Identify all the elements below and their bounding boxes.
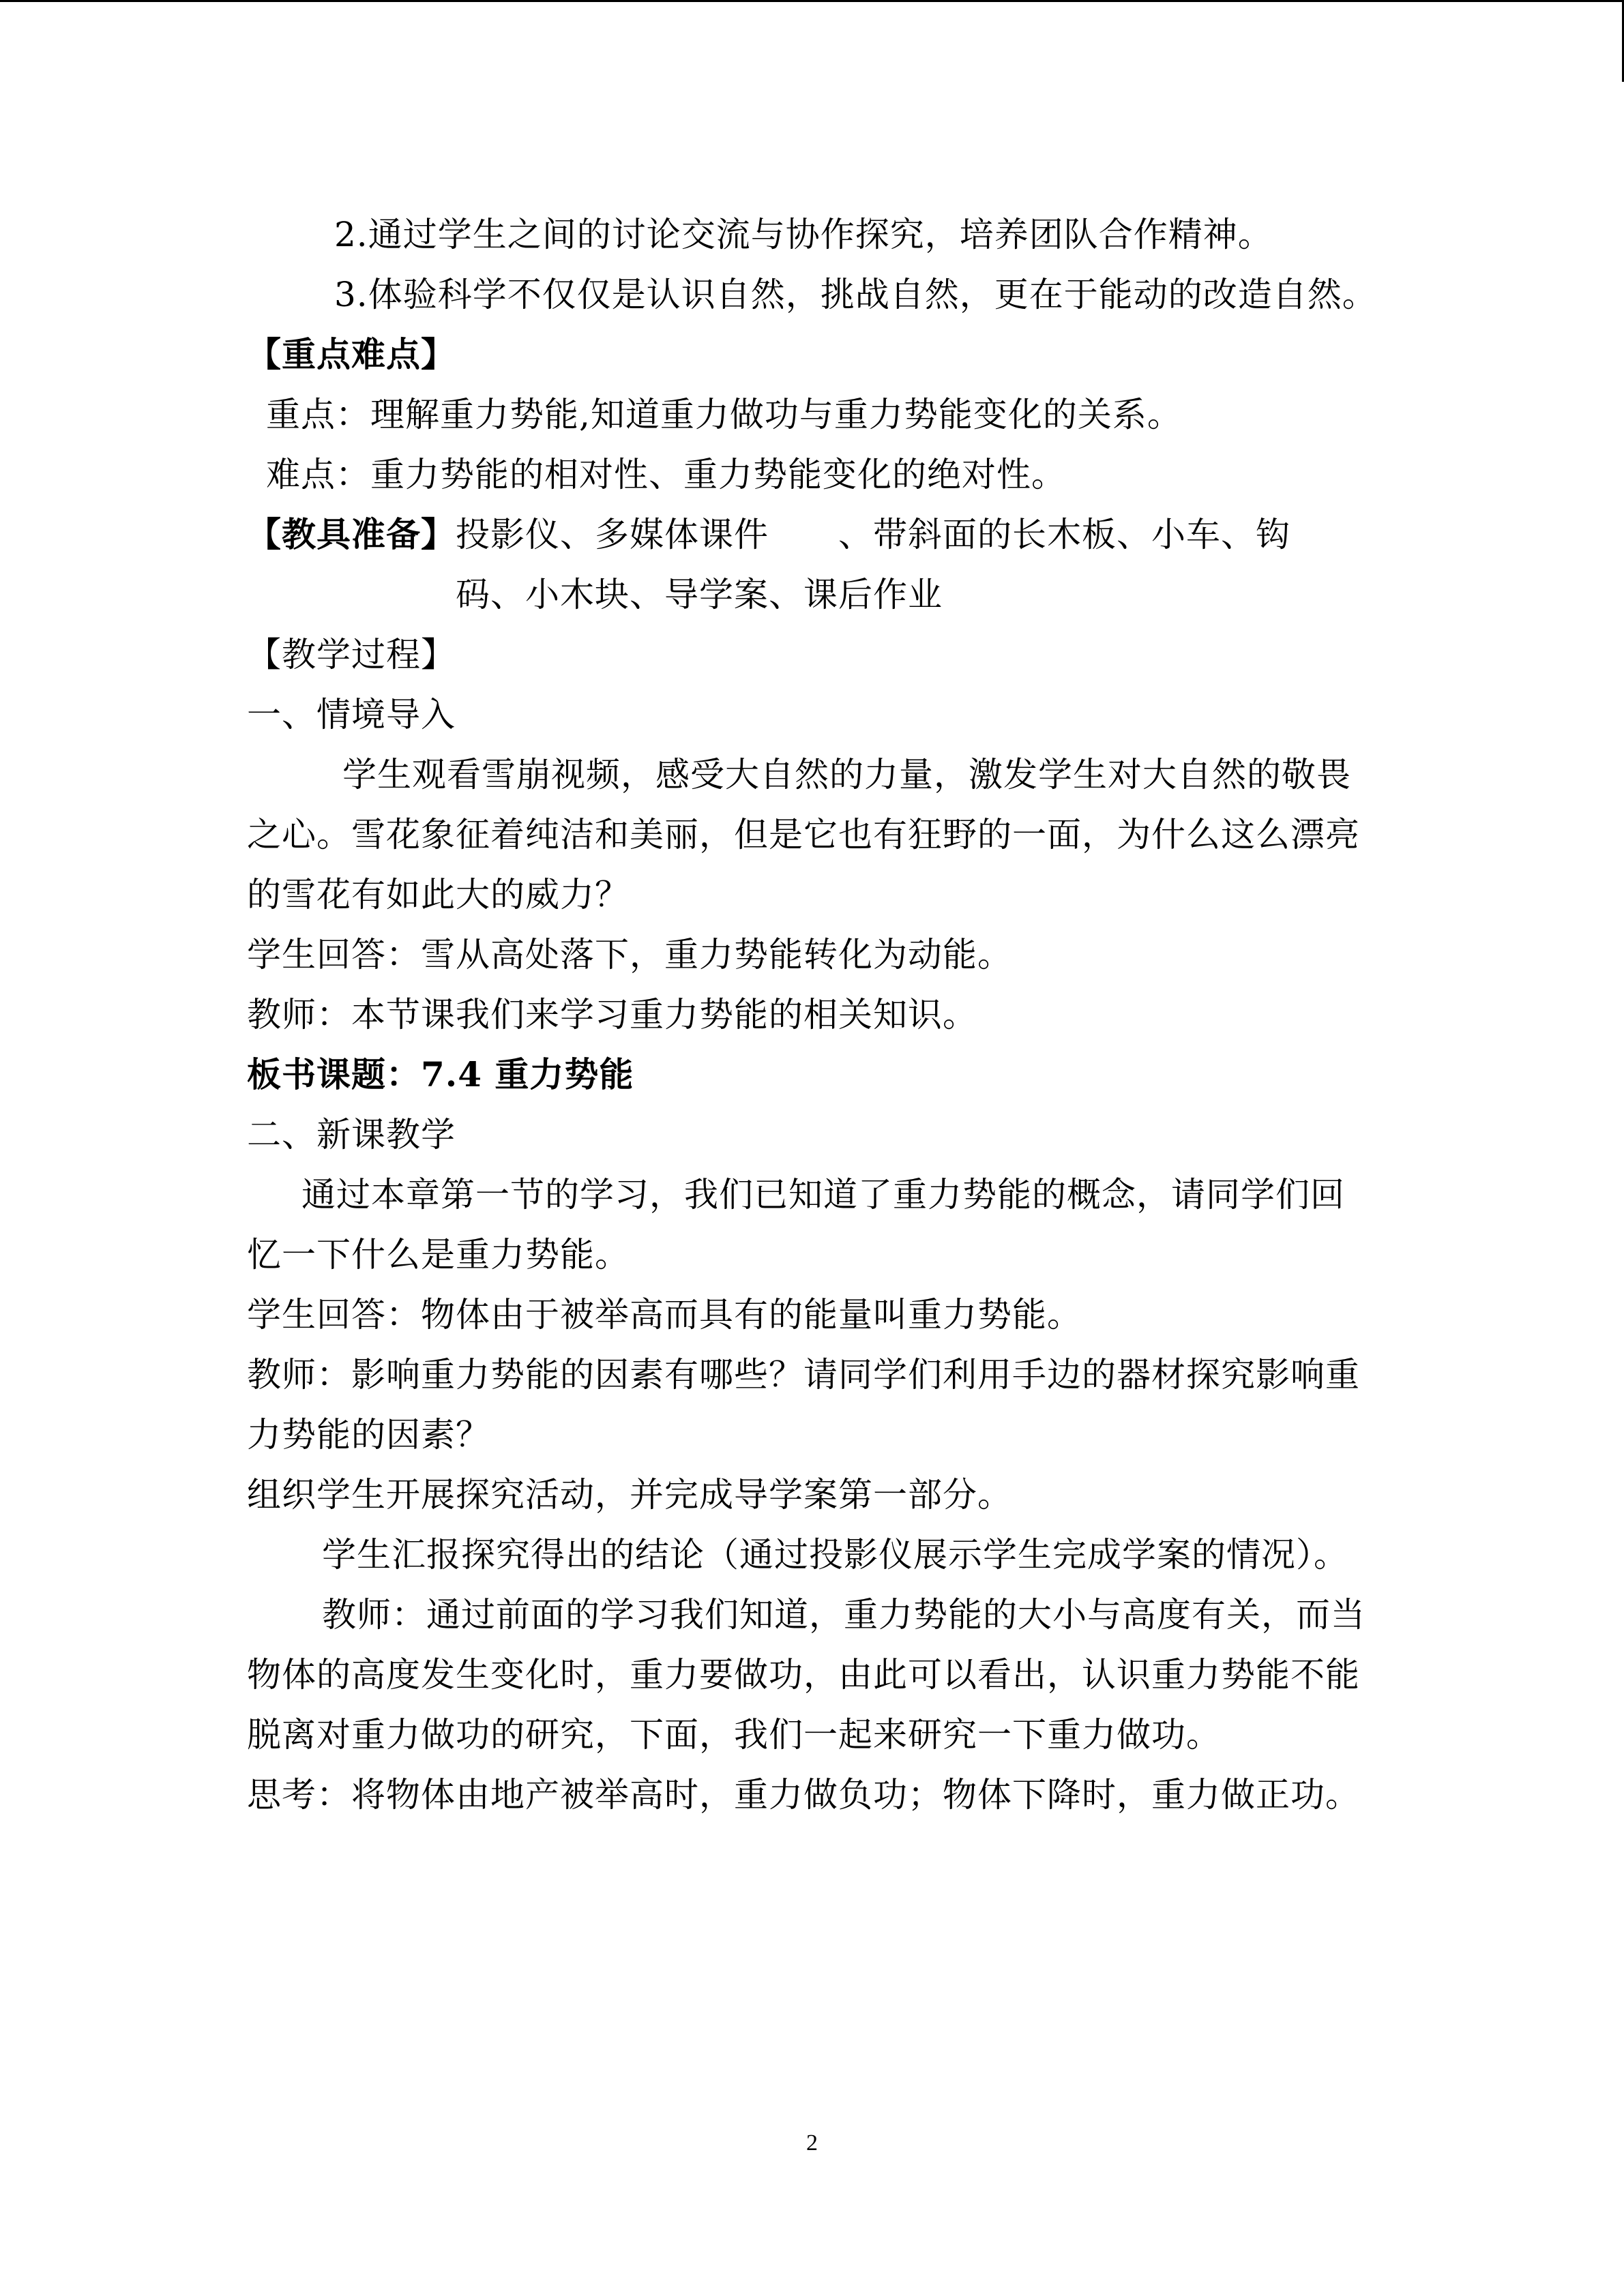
tools-body [456,505,1379,625]
key-point-focus: 重点：理解重力势能,知道重力做功与重力势能变化的关系。 [266,395,1182,434]
paragraph-recall: 通过本章第一节的学习，我们已知道了重力势能的概念，请同学们回忆一下什么是重力势能。 [247,1175,1345,1274]
section-1-title: 一、情境导入 [247,695,456,734]
document-body [247,205,1379,1825]
tools-line-1: 投影仪、多媒体课件 、带斜面的长木板、小车、钩 [456,515,1290,554]
teacher-explanation: 教师：通过前面的学习我们知道，重力势能的大小与高度有关，而当物体的高度发生变化时，重力要做功，由此可以看出，认识重力势能不能脱离对重力做功的研究，下面，我们一起来研究一下重力做功。 [247,1595,1365,1755]
process-heading: 【教学过程】 [247,635,456,674]
student-answer-1: 学生回答：雪从高处落下，重力势能转化为动能。 [247,935,1012,974]
teacher-question: 教师：影响重力势能的因素有哪些？请同学们利用手边的器材探究影响重力势能的因素？ [247,1355,1360,1455]
tools-line-2: 码、小木块、导学案、课后作业 [456,575,943,614]
page-top-border [0,0,1623,2]
teacher-remark-1: 教师：本节课我们来学习重力势能的相关知识。 [247,995,977,1034]
student-report: 学生汇报探究得出的结论（通过投影仪展示学生完成学案的情况）。 [322,1535,1348,1575]
key-point-difficulty: 难点：重力势能的相对性、重力势能变化的绝对性。 [266,455,1066,494]
paragraph-avalanche: 学生观看雪崩视频，感受大自然的力量，激发学生对大自然的敬畏之心。雪花象征着纯洁和美丽，但是它也有狂野的一面，为什么这么漂亮的雪花有如此大的威力？ [247,755,1360,914]
goal-item-3-text: 3.体验科学不仅仅是认识自然，挑战自然，更在于能动的改造自然。 [334,275,1377,314]
tools-heading: 【教具准备】 [247,514,456,554]
key-points-heading: 【重点难点】 [247,334,456,374]
student-answer-2: 学生回答：物体由于被举高而具有的能量叫重力势能。 [247,1295,1082,1335]
board-title: 板书课题：7.4 重力势能 [247,1054,634,1094]
page-number: 2 [806,2130,818,2156]
goal-item-3 [247,265,1379,325]
section-2-title: 二、新课教学 [247,1115,456,1154]
goal-item-2: 2.通过学生之间的讨论交流与协作探究，培养团队合作精神。 [334,215,1273,254]
tools-section [247,505,1379,625]
activity-instruction: 组织学生开展探究活动，并完成导学案第一部分。 [247,1475,1012,1515]
thinking-note: 思考：将物体由地产被举高时，重力做负功；物体下降时，重力做正功。 [247,1775,1360,1815]
